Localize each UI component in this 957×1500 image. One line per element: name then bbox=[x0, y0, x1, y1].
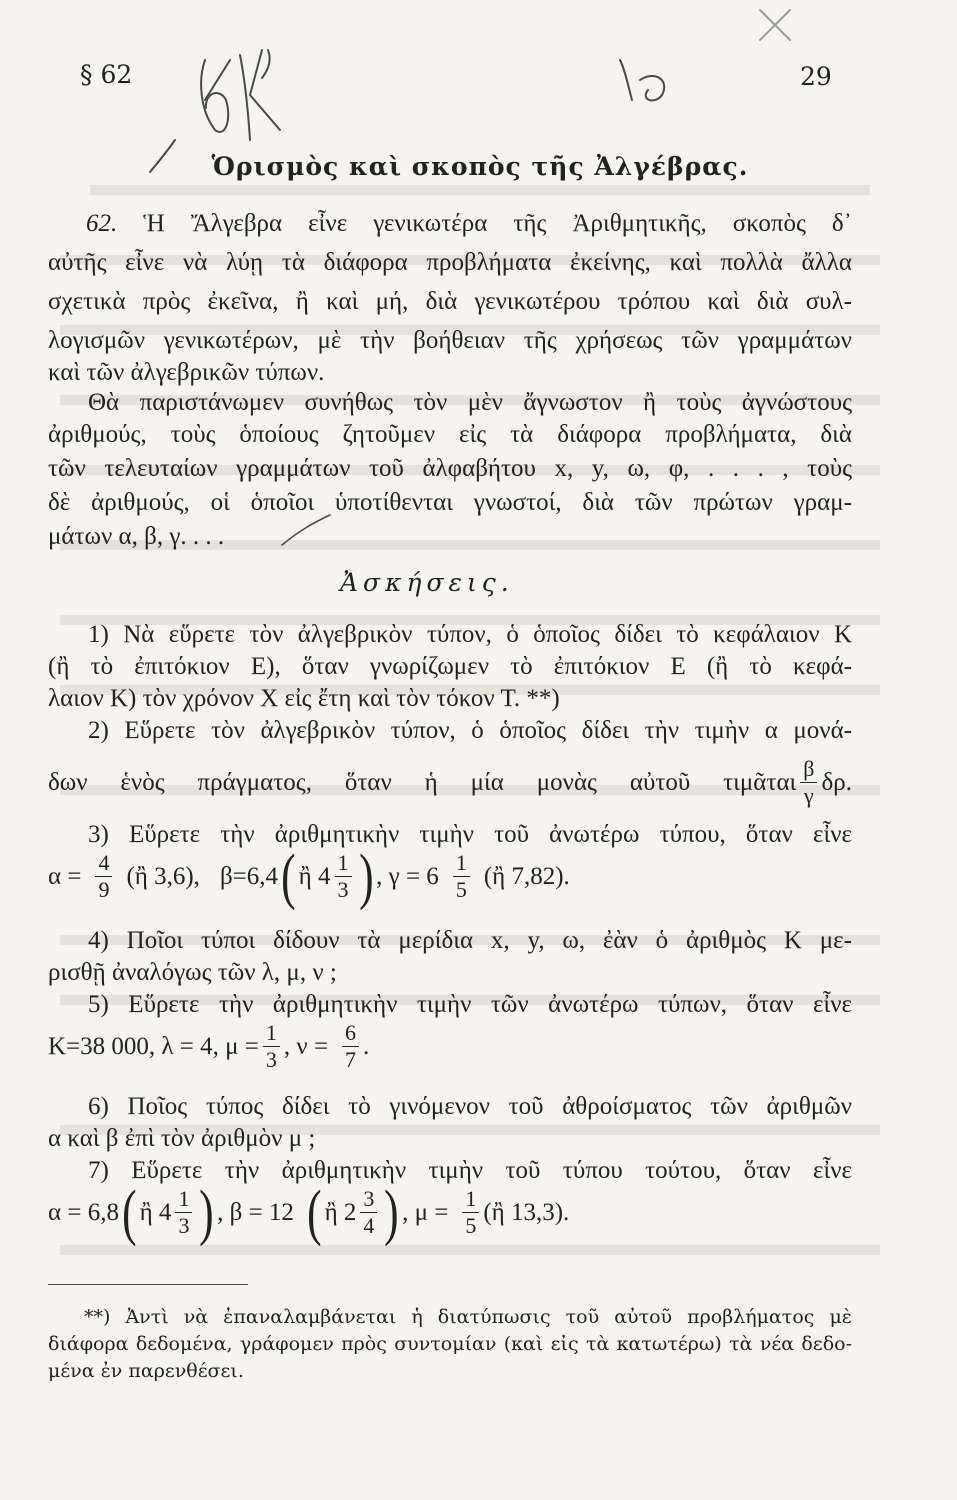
section-marker: § 62 bbox=[80, 60, 133, 89]
ex7-mu-den: 5 bbox=[465, 1213, 477, 1238]
ex7-beta-alt-int: ἢ 2 bbox=[324, 1198, 357, 1226]
ex5-k-part: Κ=38 000, λ = 4, μ = bbox=[48, 1032, 259, 1060]
ex7-beta-den: 4 bbox=[363, 1213, 375, 1238]
ex7-line1: 7) Εὕρετε τὴν ἀριθμητικὴν τιμὴν τοῦ τύπου τούτου, ὅταν εἶνε bbox=[88, 1157, 852, 1184]
ex7-alpha-den: 3 bbox=[178, 1213, 190, 1238]
para62-line5: καὶ τῶν ἀλγεβρικῶν τύπων. bbox=[48, 359, 325, 386]
ex7-mu-lhs: , μ = bbox=[402, 1198, 449, 1226]
ex6-line1: 6) Ποῖος τύπος δίδει τὸ γινόμενον τοῦ ἀθροίσματος τῶν ἀριθμῶν bbox=[88, 1093, 852, 1120]
ex2-line2-end: δρ. bbox=[821, 768, 852, 796]
para62-line4: λογισμῶν γενικωτέρων, μὲ τὴν βοήθειαν τῆς χρήσεως τῶν γραμμάτων bbox=[48, 327, 852, 354]
ex7-alpha-lhs: α = 6,8 bbox=[48, 1198, 119, 1226]
para2-line3: τῶν τελευταίων γραμμάτων τοῦ ἀλφαβήτου x, y, ω, φ, . . . , τοὺς bbox=[48, 455, 852, 482]
page-title: Ὁρισμὸς καὶ σκοπὸς τῆς Ἀλγέβρας. bbox=[211, 152, 749, 181]
para62-line1 bbox=[86, 207, 852, 241]
footnote-line1: **) Ἀντὶ νὰ ἐπαναλαμβάνεται ἡ διατύπωσις τοῦ αὐτοῦ προβλήματος μὲ bbox=[84, 1306, 852, 1328]
ex3-alpha-lhs: α = bbox=[48, 862, 82, 890]
ex3-beta-den: 3 bbox=[337, 877, 349, 902]
ex3-alpha-den: 9 bbox=[98, 877, 110, 902]
para62-number: 62. bbox=[86, 210, 118, 237]
ex3-alpha-num: 4 bbox=[95, 852, 112, 877]
exercises-heading: Ἀσκήσεις. bbox=[340, 568, 514, 597]
ex2-fraction bbox=[800, 758, 817, 807]
ex7-beta-fraction bbox=[360, 1188, 377, 1237]
para2-line1: Θὰ παριστάνωμεν συνήθως τὸν μὲν ἄγνωστον ἢ τοὺς ἀγνώστους bbox=[88, 389, 852, 416]
footnote-line2: διάφορα δεδομένα, γράφομεν πρὸς συντομίαν (καὶ εἰς τὰ κατωτέρω) τὰ νέα δεδο- bbox=[48, 1333, 852, 1355]
ex2-line2 bbox=[48, 758, 852, 807]
ex2-line1: 2) Εὕρετε τὸν ἀλγεβρικὸν τύπον, ὁ ὁποῖος δίδει τὴν τιμὴν α μονά- bbox=[88, 717, 852, 744]
ex3-values bbox=[48, 842, 570, 911]
ex5-nu-num: 6 bbox=[342, 1022, 359, 1047]
ex3-gamma-alt: (ἢ 7,82). bbox=[483, 862, 570, 890]
ex3-alpha-alt: (ἢ 3,6), bbox=[126, 862, 200, 890]
footnote-divider bbox=[48, 1284, 248, 1285]
ex6-line2: α καὶ β ἐπὶ τὸν ἀριθμὸν μ ; bbox=[48, 1125, 316, 1152]
ex3-gamma-fraction bbox=[453, 852, 470, 901]
ex2-frac-num: β bbox=[800, 758, 817, 783]
para2-line2: ἀριθμούς, τοὺς ὁποίους ζητοῦμεν εἰς τὰ διάφορα προβλήματα, διὰ bbox=[48, 421, 852, 448]
para62-line3: σχετικὰ πρὸς ἐκεῖνα, ἢ καὶ μή, διὰ γενικωτέρου τρόπου καὶ διὰ συλ- bbox=[48, 288, 852, 315]
ex4-line1: 4) Ποῖοι τύποι δίδουν τὰ μερίδια x, y, ω, ἐὰν ὁ ἀριθμὸς Κ με- bbox=[88, 927, 852, 954]
ex7-values bbox=[48, 1178, 570, 1247]
ex3-beta-lhs: β=6,4 bbox=[219, 862, 279, 890]
ex7-mu-alt: (ἢ 13,3). bbox=[483, 1198, 570, 1226]
ex5-nu-fraction bbox=[342, 1022, 359, 1071]
ex5-mu-fraction bbox=[263, 1022, 280, 1071]
ex7-beta-num: 3 bbox=[360, 1188, 377, 1213]
para2-line4: δὲ ἀριθμούς, οἱ ὁποῖοι ὑποτίθενται γνωστοί, διὰ τῶν πρώτων γραμ- bbox=[48, 489, 852, 516]
ex5-nu-lhs: , ν = bbox=[283, 1032, 329, 1060]
ex7-alpha-alt-int: ἢ 4 bbox=[139, 1198, 172, 1226]
ex5-mu-den: 3 bbox=[265, 1047, 277, 1072]
ex5-line1: 5) Εὕρετε τὴν ἀριθμητικὴν τιμὴν τῶν ἀνωτέρω τύπων, ὅταν εἶνε bbox=[88, 991, 852, 1018]
ex3-beta-fraction bbox=[335, 852, 352, 901]
ex1-line3: λαιον Κ) τὸν χρόνον Χ εἰς ἔτη καὶ τὸν τόκον Τ. **) bbox=[48, 685, 560, 712]
right-paren-icon: ) bbox=[199, 1178, 214, 1247]
para62-line1-text: Ἡ Ἄλγεβρα εἶνε γενικωτέρα τῆς Ἀριθμητικῆς, σκοπὸς δ᾽ bbox=[143, 210, 852, 237]
ex3-gamma-num: 1 bbox=[453, 852, 470, 877]
ex3-gamma-lhs: , γ = 6 bbox=[376, 862, 439, 890]
footnote-line3: μένα ἐν παρενθέσει. bbox=[48, 1360, 244, 1382]
ex7-mu-fraction bbox=[462, 1188, 479, 1237]
ex1-line2: (ἢ τὸ ἐπιτόκιον Ε), ὅταν γνωρίζωμεν τὸ ἐπιτόκιον Ε (ἢ τὸ κεφά- bbox=[48, 653, 852, 680]
ex3-beta-num: 1 bbox=[335, 852, 352, 877]
left-paren-icon: ( bbox=[281, 842, 296, 911]
ex3-alpha-fraction bbox=[95, 852, 112, 901]
para62-line2: αὐτῆς εἶνε νὰ λύῃ τὰ διάφορα προβλήματα ἐκείνης, καὶ πολλὰ ἄλλα bbox=[48, 249, 852, 276]
ex7-mu-num: 1 bbox=[462, 1188, 479, 1213]
page-number: 29 bbox=[800, 62, 832, 91]
right-paren-icon: ) bbox=[384, 1178, 399, 1247]
ex5-values bbox=[48, 1022, 369, 1071]
left-paren-icon: ( bbox=[307, 1178, 322, 1247]
ex2-frac-den: γ bbox=[804, 783, 814, 808]
ex5-end: . bbox=[363, 1032, 370, 1060]
ex5-nu-den: 7 bbox=[345, 1047, 357, 1072]
para2-line5: μάτων α, β, γ. . . . bbox=[48, 523, 225, 550]
ex7-beta-lhs: , β = 12 bbox=[217, 1198, 294, 1226]
left-paren-icon: ( bbox=[122, 1178, 137, 1247]
ex5-mu-num: 1 bbox=[263, 1022, 280, 1047]
right-paren-icon: ) bbox=[358, 842, 374, 911]
ex3-beta-alt-int: ἢ 4 bbox=[298, 862, 331, 890]
ex3-line1: 3) Εὕρετε τὴν ἀριθμητικὴν τιμὴν τοῦ ἀνωτέρω τύπου, ὅταν εἶνε bbox=[88, 821, 852, 848]
ex2-line2-text: δων ἑνὸς πράγματος, ὅταν ἡ μία μονὰς αὐτοῦ τιμᾶται bbox=[48, 768, 797, 796]
ex1-line1: 1) Νὰ εὕρετε τὸν ἀλγεβρικὸν τύπον, ὁ ὁποῖος δίδει τὸ κεφάλαιον Κ bbox=[88, 621, 852, 648]
ex4-line2: ρισθῇ ἀναλόγως τῶν λ, μ, ν ; bbox=[48, 959, 337, 986]
ex7-alpha-num: 1 bbox=[175, 1188, 192, 1213]
ex7-alpha-fraction bbox=[175, 1188, 192, 1237]
ex3-gamma-den: 5 bbox=[455, 877, 467, 902]
